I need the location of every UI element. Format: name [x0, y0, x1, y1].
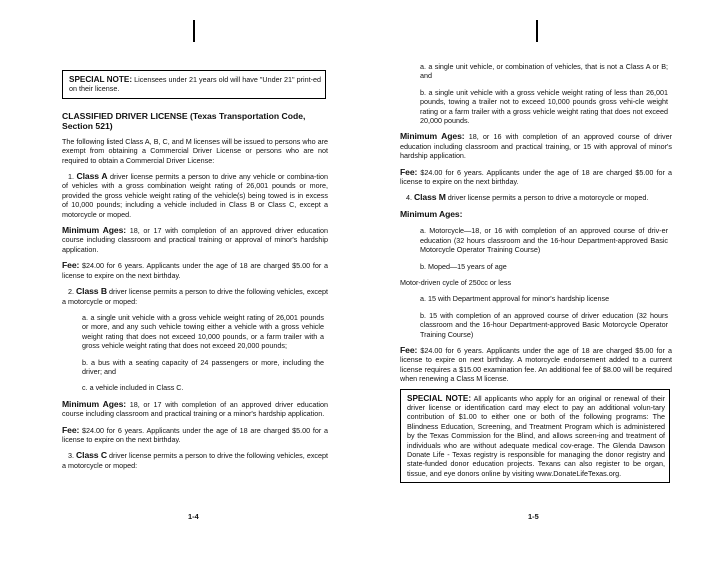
class-b-item-c: c. a vehicle included in Class C. — [82, 383, 184, 393]
fee-4-paragraph — [400, 346, 672, 384]
class-b-text: driver license permits a person to drive the following vehicles, except a motorcycle or moped: — [62, 287, 329, 306]
class-c-text: driver license permits a person to drive the following vehicles, except a motorcycle or moped: — [62, 451, 329, 470]
fee-3-text: $24.00 for 6 years. Applicants under the age of 18 are charged $5.00 for a license to expire on the next birthday. — [400, 167, 672, 187]
fee-1-label: Fee: — [62, 260, 80, 271]
min-ages-1-label: Minimum Ages: — [62, 225, 127, 236]
class-m-text: driver license permits a person to drive a motorcycle or moped. — [445, 193, 649, 203]
motor-item-a: a. 15 with Department approval for minor's hardship license — [420, 294, 610, 304]
fee-1-text: $24.00 for 6 years. Applicants under the age of 18 are charged $5.00 for a license to expire on the next birthday. — [62, 261, 328, 280]
fee-4-text: $24.00 for 6 years. Applicants under the age of 18 are charged $5.00 for a license to expire on next birthday. A motorcycle endorsement added to a current license requires a $15.00 examination fee. An additional fee of $8.00 will be required when renewing a Class M license. — [400, 345, 672, 384]
min-ages-2-paragraph — [62, 400, 328, 419]
min-ages-2-text: 18, or 17 with completion of an approved driver education course including classroom and practical training or a minor's hardship application. — [62, 399, 328, 419]
class-c-item-a: a. a single unit vehicle, or combination of vehicles, that is not a Class A or B; and — [420, 62, 668, 81]
fee-1-paragraph — [62, 261, 328, 280]
fee-2-text: $24.00 for 6 years. Applicants under the age of 18 are charged $5.00 for a license to expire on the next birthday. — [62, 425, 328, 444]
special-note-label: SPECIAL NOTE: — [69, 75, 133, 84]
min-ages-1-text: 18, or 17 with completion of an approved driver education course including classroom and practical training or approval of minor's hardship application. — [62, 226, 328, 254]
class-m-num: 4. — [406, 193, 412, 203]
min-ages-2-label: Minimum Ages: — [62, 398, 127, 409]
fee-3-paragraph — [400, 168, 672, 187]
class-c-paragraph — [62, 451, 328, 470]
class-m-item-a: a. Motorcycle—18, or 16 with completion of an approved course of driv-er education (32 hours classroom and the 16-hour Department-approved Basic Motorcycle Operator Training Course) — [420, 226, 668, 255]
class-a-text: driver license permits a person to drive any vehicle or combina-tion of vehicles with a gross combination weight rating of 26,001 pounds or more, provided the gross vehicle weight rating of the vehicle(s) being towed is in excess of 10,000 pounds; including a vehicle included in Class B or Class C, except a motorcycle or moped. — [62, 172, 328, 219]
min-ages-3-paragraph — [400, 132, 672, 160]
special-note-box — [62, 70, 326, 99]
class-c-item-b: b. a single unit vehicle with a gross vehicle weight rating of less than 26,001 pounds, towing a trailer not to exceed 10,000 pounds gross vehi-cle weight rating or a farm trailer with a gross vehicle weight rating that does not exceed 20,000 pounds. — [420, 87, 668, 126]
special-note-label-right: SPECIAL NOTE: — [407, 393, 472, 403]
min-ages-3-text: 18, or 16 with completion of an approved course of driver education including classroom and practical training, or 15 with approval of minor's hardship application. — [400, 132, 672, 161]
class-b-num: 2. — [68, 287, 74, 297]
class-c-label: Class C — [76, 450, 107, 461]
page-number-right: 1-5 — [528, 512, 539, 521]
class-a-label: Class A — [76, 171, 108, 182]
special-note-text-right: All applicants who apply for an original or renewal of their driver license or identification card may elect to pay an additional volun-tary contribution of $1.00 to either one or both of the following programs: The Blindness Education, Screening, and Treatment Program which is administered by the Texas Commission for the Blind, and allows screen-ing and treatment of individuals who are without adequate medical cov-erage. The Glenda Dawson Donate Life - Texas registry is responsible for managing the donor registry and state-funded donor education projects. Texans can also register to be organ, tissue, and eye donors online by visiting www.DonateLifeTexas.org. — [407, 393, 665, 478]
min-ages-4-label: Minimum Ages: — [400, 208, 463, 219]
special-note-box-right — [400, 389, 670, 484]
special-note-text: Licensees under 21 years old will have "Under 21" print-ed on their license. — [69, 75, 321, 94]
min-ages-3-label: Minimum Ages: — [400, 131, 465, 142]
motor-driven-paragraph: Motor-driven cycle of 250cc or less — [400, 277, 512, 287]
class-b-item-b: b. a bus with a seating capacity of 24 passengers or more, including the driver; and — [82, 357, 324, 376]
class-a-num: 1. — [68, 172, 74, 182]
class-c-num: 3. — [68, 451, 74, 461]
intro-paragraph: The following listed Class A, B, C, and M licenses will be issued to persons who are exempt from obtaining a Commercial Driver License or persons who are not required to obtain a Commercial Driver License: — [62, 136, 328, 165]
right-page — [400, 62, 672, 483]
motor-item-b: b. 15 with completion of an approved course of driver education (32 hours classroom and the 16-hour Department-approved Basic Motorcycle Operator Training Course) — [420, 310, 668, 339]
class-m-paragraph — [400, 193, 672, 202]
crop-mark-left — [193, 20, 195, 42]
crop-mark-right — [536, 20, 538, 42]
page-number-left: 1-4 — [188, 512, 199, 521]
min-ages-4-paragraph — [400, 210, 672, 219]
class-b-paragraph — [62, 287, 328, 306]
min-ages-1-paragraph — [62, 226, 328, 254]
class-b-label: Class B — [76, 286, 107, 297]
class-m-label: Class M — [414, 192, 446, 203]
section-heading: CLASSIFIED DRIVER LICENSE (Texas Transportation Code, Section 521) — [62, 110, 306, 131]
class-b-item-a: a. a single unit vehicle with a gross vehicle weight rating of 26,001 pounds or more, and any such vehicle towing either a vehicle with a gross vehicle weight rating that does not exceed 10,000 pounds, or a farm trailer with a gross vehicle weight rating that does not exceed 20,000 pounds; — [82, 312, 324, 351]
left-page — [62, 62, 328, 470]
fee-4-label: Fee: — [400, 344, 418, 355]
class-a-paragraph — [62, 172, 328, 219]
class-m-item-b: b. Moped—15 years of age — [420, 261, 507, 271]
fee-3-label: Fee: — [400, 166, 418, 177]
fee-2-paragraph — [62, 426, 328, 445]
fee-2-label: Fee: — [62, 424, 80, 435]
